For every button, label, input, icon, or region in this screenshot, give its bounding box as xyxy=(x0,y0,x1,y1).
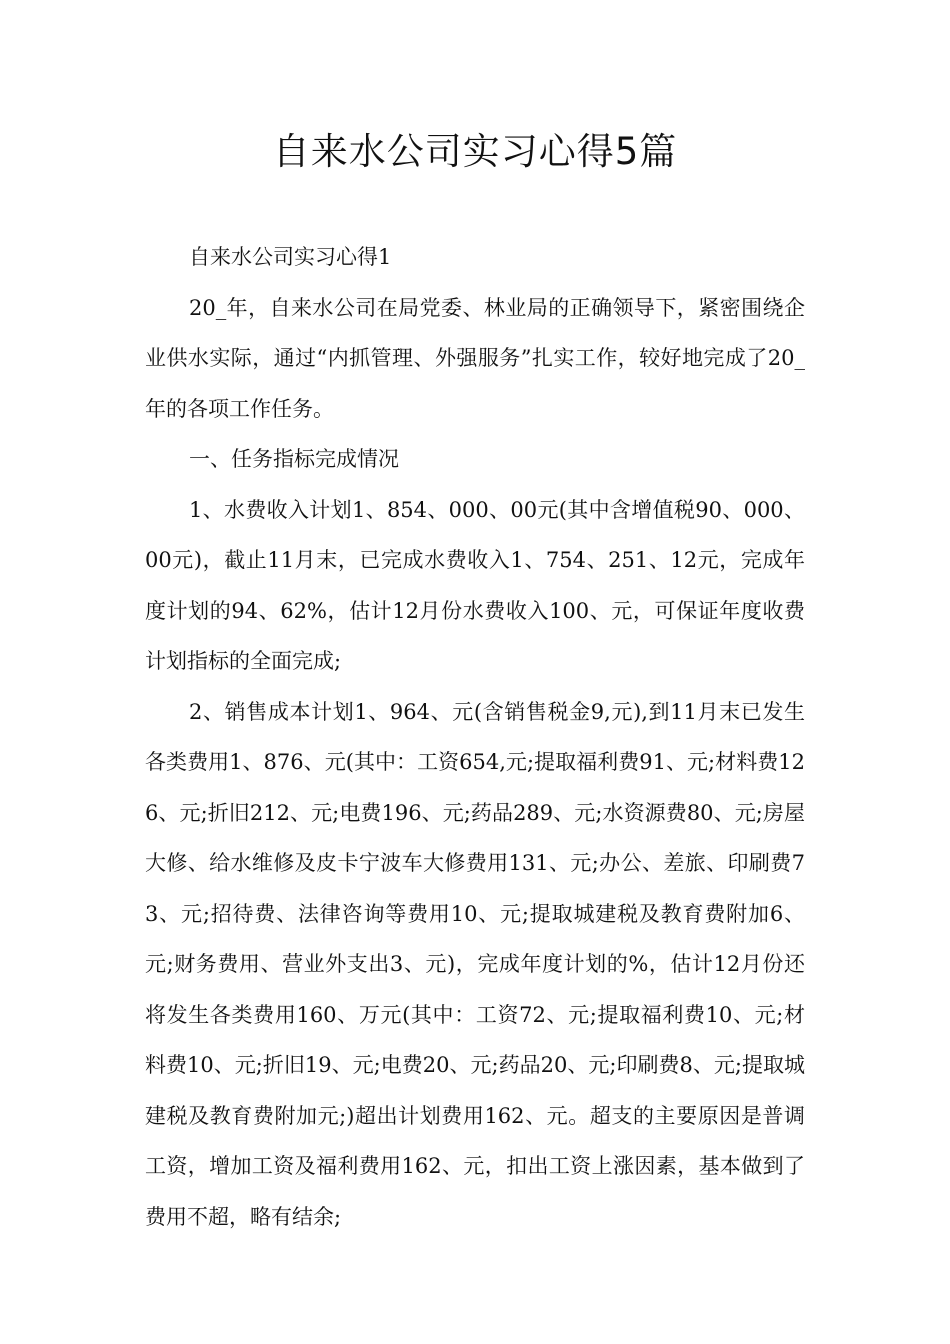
section-heading-task-indicators: 一、任务指标完成情况 xyxy=(189,447,399,471)
section-heading-1: 自来水公司实习心得1 xyxy=(189,245,392,269)
document-body xyxy=(145,232,805,1242)
intro-paragraph: 20_年，自来水公司在局党委、林业局的正确领导下，紧密围绕企业供水实际，通过“内抓管理、外强服务”扎实工作，较好地完成了20_年的各项工作任务。 xyxy=(145,295,805,421)
paragraph-water-revenue: 1、水费收入计划1、854、000、00元(其中含增值税90、000、00元)，截止11月末，已完成水费收入1、754、251、12元，完成年度计划的94、62%，估计12月份水费收入100、元，可保证年度收费计划指标的全面完成; xyxy=(145,497,805,673)
paragraph-sales-cost: 2、销售成本计划1、964、元(含销售税金9,元),到11月末已发生各类费用1、876、元(其中：工资654,元;提取福利费91、元;材料费126、元;折旧212、元;电费196、元;药品289、元;水资源费80、元;房屋大修、给水维修及皮卡宁波车大修费用131、元;办公、差旅、印刷费73、元;招待费、法律咨询等费用10、元;提取城建税及教育费附加6、元;财务费用、营业外支出3、元)，完成年度计划的%，估计12月份还将发生各类费用160、万元(其中：工资72、元;提取福利费10、元;材料费10、元;折旧19、元;电费20、元;药品20、元;印刷费8、元;提取城建税及教育费附加元;)超出计划费用162、元。超支的主要原因是普调工资，增加工资及福利费用162、元，扣出工资上涨因素，基本做到了费用不超，略有结余; xyxy=(145,699,805,1229)
document-title: 自来水公司实习心得5篇 xyxy=(272,130,678,173)
